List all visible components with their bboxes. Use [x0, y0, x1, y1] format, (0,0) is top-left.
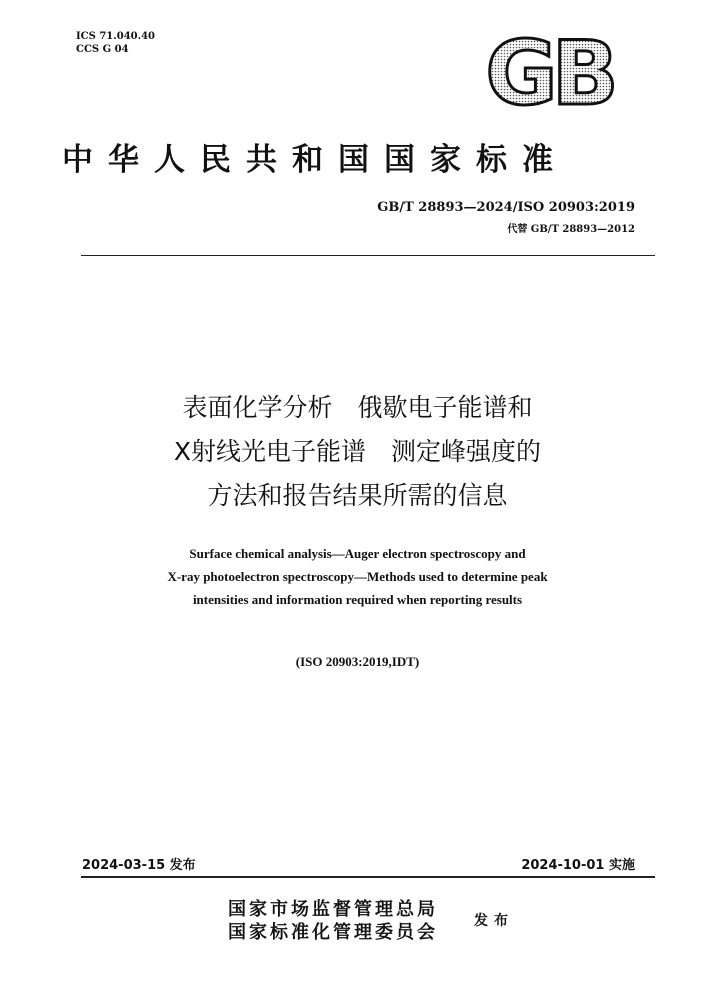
english-title-line: Surface chemical analysis—Auger electron spectroscopy and — [189, 546, 526, 561]
ccs-code: CCS G 04 — [76, 44, 129, 55]
chinese-title-line: X射线光电子能谱 测定峰强度的 — [173, 437, 542, 466]
issue-date: 2024-03-15 发布 — [82, 858, 196, 873]
classification-codes — [76, 30, 155, 56]
gb-logo — [470, 34, 628, 112]
standard-number: GB/T 28893—2024/ISO 20903:2019 — [377, 200, 635, 215]
issuer-name: 国家市场监督管理总局 — [228, 899, 438, 920]
header-divider — [81, 255, 655, 256]
english-title-line: X-ray photoelectron spectroscopy—Methods used to determine peak — [167, 569, 548, 584]
adoption-notice: (ISO 20903:2019,IDT) — [295, 654, 420, 669]
chinese-title — [60, 386, 655, 518]
chinese-title-line: 方法和报告结果所需的信息 — [207, 481, 508, 510]
issuing-authorities — [228, 898, 438, 944]
standard-category-title: 中华人民共和国国家标准 — [62, 142, 568, 178]
english-title-line: intensities and information required when reporting results — [192, 592, 523, 607]
chinese-title-line: 表面化学分析 俄歇电子能谱和 — [182, 393, 533, 422]
publish-label: 发布 — [474, 913, 514, 929]
logo-lettering: GB — [485, 34, 613, 112]
ics-code: ICS 71.040.40 — [76, 31, 156, 42]
issuer-name: 国家标准化管理委员会 — [228, 922, 438, 943]
implementation-date: 2024-10-01 实施 — [521, 858, 635, 873]
replaces-standard: 代替 GB/T 28893—2012 — [507, 224, 635, 235]
footer-divider — [81, 876, 655, 878]
english-title — [60, 542, 655, 611]
